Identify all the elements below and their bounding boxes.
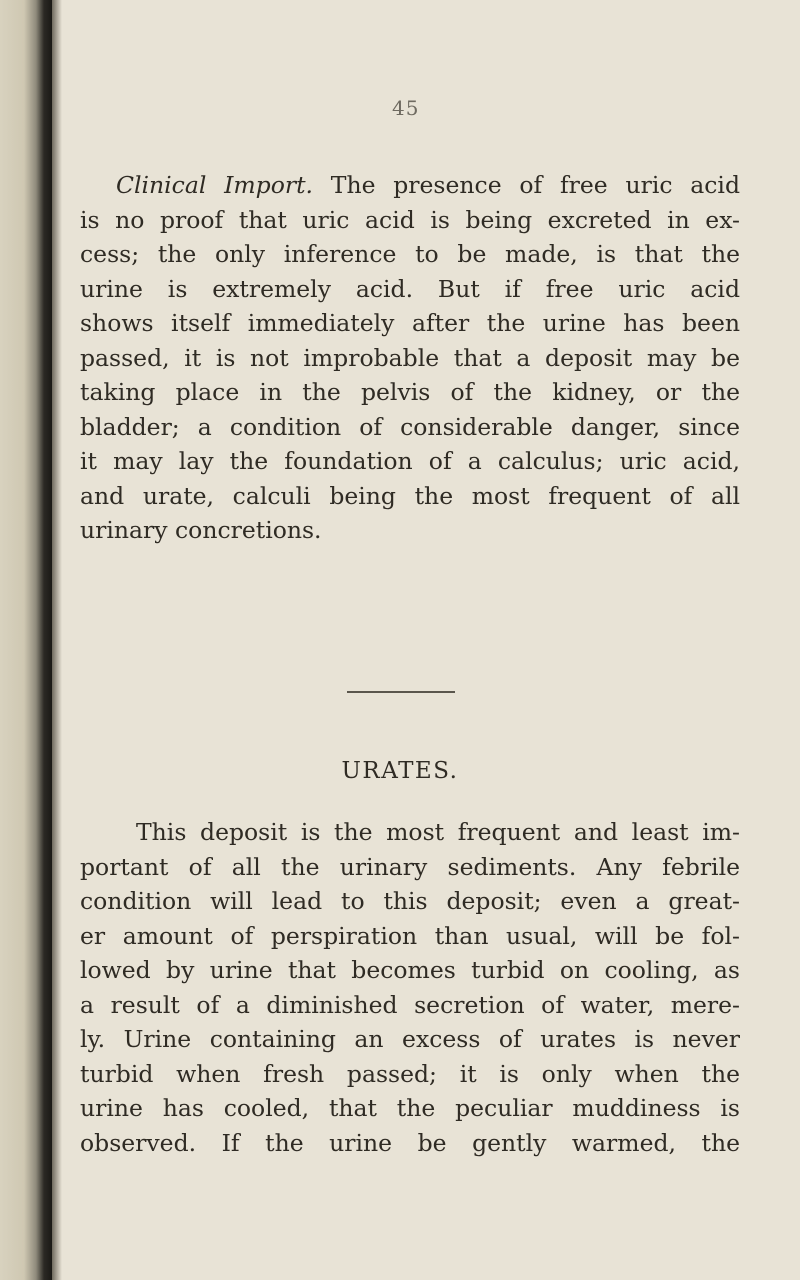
clinical-import-paragraph <box>80 168 740 548</box>
page-number: 45 <box>392 96 420 120</box>
paragraph-line: Clinical Import. The presence of free uric acid <box>116 171 740 199</box>
paragraph-line: portant of all the urinary sediments. Any febrile <box>80 852 740 881</box>
paragraph-line: taking place in the pelvis of the kidney, or the <box>80 378 740 406</box>
paragraph-line: bladder; a condition of considerable danger, since <box>80 412 740 441</box>
paragraph-line: er amount of perspiration than usual, will be fol- <box>80 921 740 950</box>
paragraph-line: is no proof that uric acid is being excreted in ex- <box>80 205 740 234</box>
section-divider <box>347 691 455 693</box>
paragraph-line: it may lay the foundation of a calculus; uric acid, <box>80 447 740 475</box>
paragraph-line: urine has cooled, that the peculiar muddiness is <box>80 1094 740 1122</box>
paragraph-line: condition will lead to this deposit; even a great- <box>80 887 740 915</box>
paragraph-line: urinary concretions. <box>80 516 322 544</box>
paragraph-line: cess; the only inference to be made, is that the <box>80 240 740 268</box>
section-heading: URATES. <box>341 758 459 784</box>
paragraph-line: urine is extremely acid. But if free uric acid <box>80 274 740 303</box>
paragraph-line: lowed by urine that becomes turbid on cooling, as <box>80 956 740 984</box>
paragraph-line: turbid when fresh passed; it is only when the <box>80 1059 740 1088</box>
paragraph-line: This deposit is the most frequent and least im- <box>136 818 740 846</box>
paragraph-line: observed. If the urine be gently warmed, the <box>80 1128 740 1157</box>
paragraph-line: shows itself immediately after the urine has been <box>80 309 740 337</box>
paragraph-line: a result of a diminished secretion of water, mere- <box>80 990 740 1019</box>
paragraph-line: passed, it is not improbable that a deposit may be <box>80 343 740 372</box>
paragraph-line: and urate, calculi being the most frequent of all <box>80 481 740 510</box>
paragraph-line: ly. Urine containing an excess of urates is never <box>80 1025 740 1053</box>
urates-paragraph <box>80 815 740 1160</box>
section-lead: Clinical Import. <box>116 171 314 199</box>
